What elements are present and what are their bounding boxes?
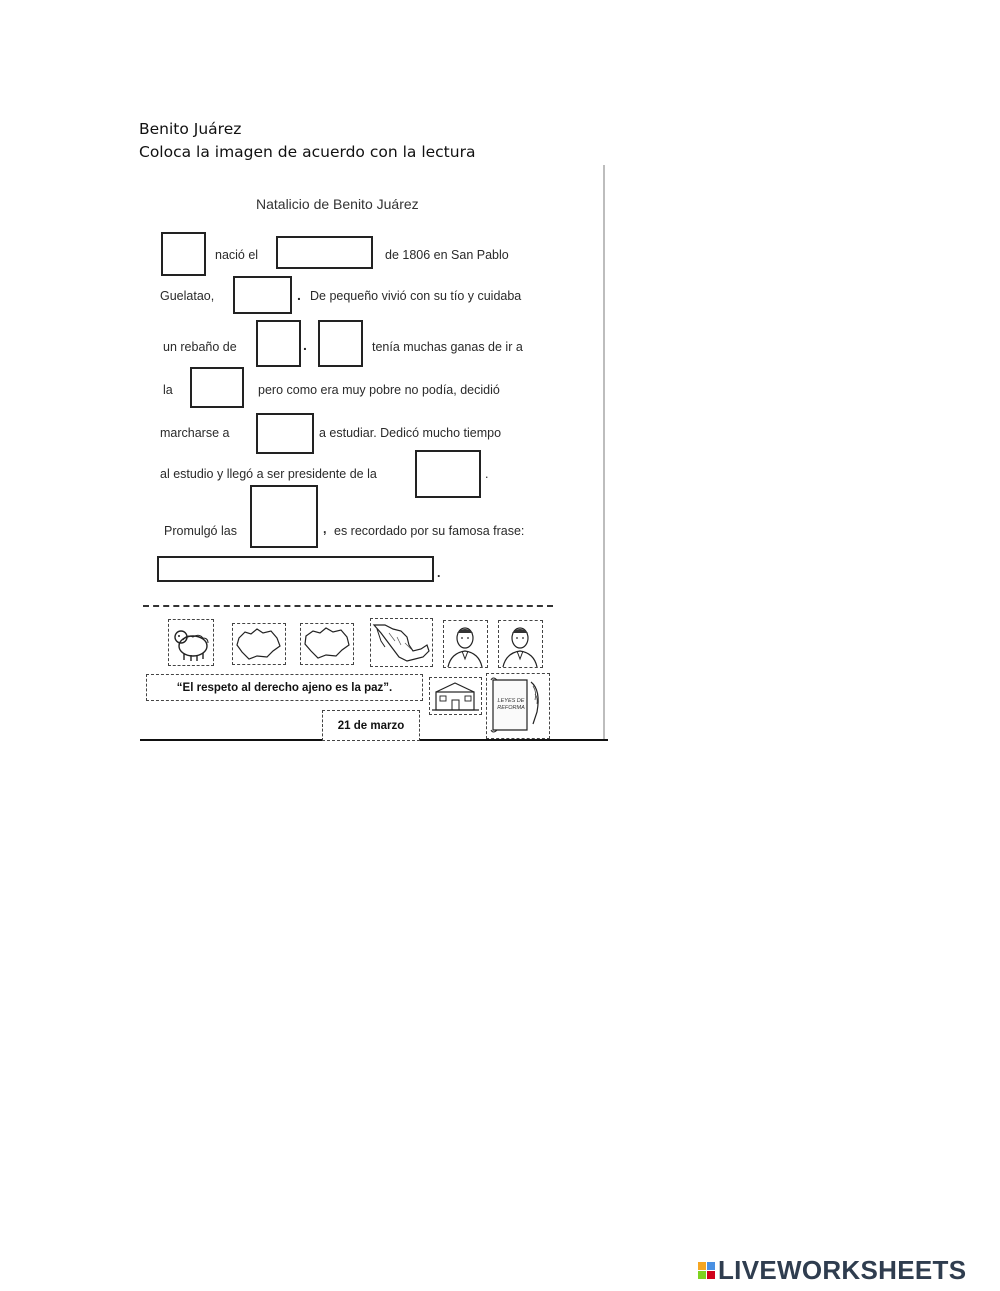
drop-zone-4[interactable] <box>256 320 301 367</box>
drop-zone-6[interactable] <box>190 367 244 408</box>
liveworksheets-logo <box>698 1255 966 1286</box>
worksheet-title: Benito Juárez <box>139 120 242 138</box>
reading-text: . <box>485 467 489 481</box>
school-card[interactable] <box>429 677 482 715</box>
reading-text: es recordado por su famosa frase: <box>334 524 525 538</box>
leyes-reforma-card[interactable] <box>486 673 550 739</box>
reading-text: , <box>323 522 327 536</box>
reading-text: de 1806 en San Pablo <box>385 248 509 262</box>
reading-text: pero como era muy pobre no podía, decidió <box>258 383 500 397</box>
reading-text: . <box>297 287 301 303</box>
worksheet-header <box>139 118 475 164</box>
drop-zone-9[interactable] <box>250 485 318 548</box>
quote-text: “El respeto al derecho ajeno es la paz”. <box>176 681 393 694</box>
reading-text: De pequeño vivió con su tío y cuidaba <box>310 289 522 303</box>
drop-zone-5[interactable] <box>318 320 363 367</box>
reading-text: nació el <box>215 248 259 262</box>
drop-zone-3[interactable] <box>233 276 292 314</box>
reading-text: la <box>163 383 173 397</box>
reading-title: Natalicio de Benito Juárez <box>256 196 419 212</box>
drop-zone-1[interactable] <box>161 232 206 276</box>
reading-text: tenía muchas ganas de ir a <box>372 340 523 354</box>
sheet-right-border <box>603 165 605 741</box>
juarez-portrait-card-1[interactable] <box>443 620 488 668</box>
reading-text: marcharse a <box>160 426 230 440</box>
drop-zone-10[interactable] <box>157 556 434 582</box>
reading-text: . <box>437 566 441 580</box>
oaxaca-map-card-2[interactable] <box>300 623 354 665</box>
scroll-text: LEYES DE REFORMA <box>497 698 525 711</box>
reading-text: Guelatao, <box>160 289 215 303</box>
logo-blocks-icon <box>698 1262 715 1279</box>
sheep-card[interactable] <box>168 619 214 666</box>
logo-text: LIVEWORKSHEETS <box>718 1255 967 1285</box>
drop-zone-8[interactable] <box>415 450 481 498</box>
oaxaca-map-icon <box>233 624 285 664</box>
reading-text: a estudiar. Dedicó mucho tiempo <box>319 426 502 440</box>
reading-text: al estudio y llegó a ser presidente de la <box>160 467 377 481</box>
reading-text: . <box>303 337 307 353</box>
oaxaca-map-card-1[interactable] <box>232 623 286 665</box>
quote-card[interactable] <box>146 674 423 701</box>
mexico-map-card[interactable] <box>370 618 433 667</box>
school-building-icon <box>430 678 481 714</box>
mexico-map-icon <box>371 619 432 666</box>
juarez-portrait-icon <box>499 621 542 667</box>
date-text: 21 de marzo <box>337 719 405 732</box>
oaxaca-map-icon <box>301 624 353 664</box>
juarez-portrait-card-2[interactable] <box>498 620 543 668</box>
juarez-portrait-icon <box>444 621 487 667</box>
worksheet-instructions: Coloca la imagen de acuerdo con la lectura <box>139 143 476 161</box>
reading-text: Promulgó las <box>164 524 237 538</box>
reading-text: un rebaño de <box>163 340 237 354</box>
drop-zone-7[interactable] <box>256 413 314 454</box>
sheep-icon <box>169 620 213 665</box>
date-card[interactable] <box>322 710 420 741</box>
drop-zone-2[interactable] <box>276 236 373 269</box>
cut-line <box>143 605 553 607</box>
